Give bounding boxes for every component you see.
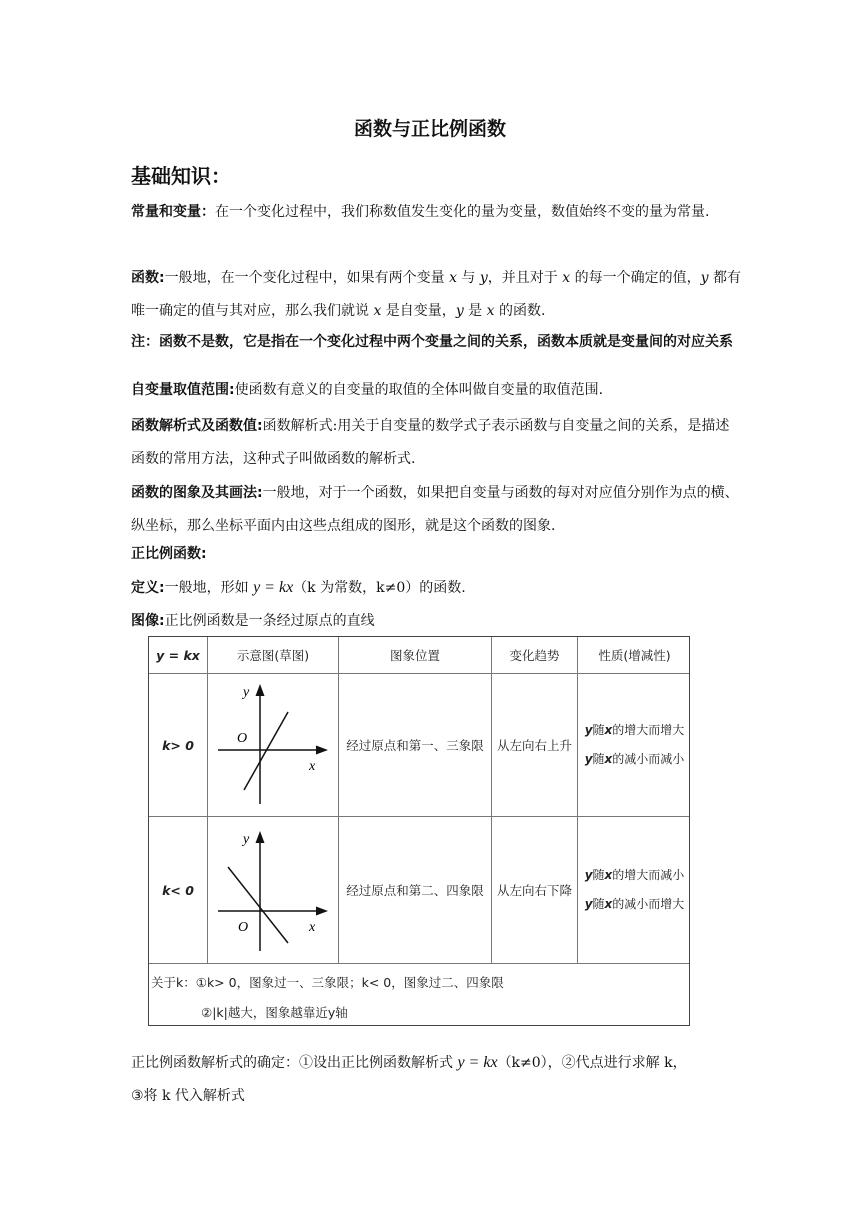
position-k-negative: 经过原点和第二、四象限 [346,883,484,898]
term-proportional: 正比例函数: [131,546,207,562]
header-property: 性质(增减性) [598,648,671,663]
paragraph-function [131,262,743,328]
y-axis-arrow [256,684,265,696]
term-definition: 定义: [131,580,165,596]
paragraph-graph [131,477,743,543]
paragraph-determination [131,1046,743,1113]
text-fragment: 随 [592,868,605,882]
text-fragment: 的减小而增大 [612,897,685,911]
header-formula: y = kx [156,647,200,663]
y-axis-arrow [256,831,265,843]
paragraph-image [131,605,743,638]
header-position: 图象位置 [389,648,440,663]
term-constants: 常量和变量： [131,204,215,220]
variable: y [700,270,709,286]
x-axis-arrow [316,907,328,916]
variable: x [486,303,495,319]
variable: x [604,897,613,911]
variable: y [584,752,593,766]
variable: y [584,868,593,882]
text-fragment: ，并且对于 [487,270,563,286]
section-heading: 基础知识： [131,164,231,188]
text-fragment: （k≠0），②代点进行求解 k， [497,1055,687,1071]
row-k-negative-label: k< 0 [162,882,194,898]
axis-label-y: y [243,832,250,847]
term-domain: 自变量取值范围: [131,382,235,398]
text-fragment: 的增大而减小 [612,868,685,882]
text-fragment: 一般地，形如 [164,580,254,596]
text-fragment: 正比例函数解析式的确定：①设出正比例函数解析式 [131,1055,458,1071]
text-fragment: 是自变量， [381,303,456,319]
graph-k-negative [208,817,338,963]
text-fragment: ③将 k 代入解析式 [131,1088,245,1104]
header-trend: 变化趋势 [509,648,560,663]
origin-label: O [238,920,249,935]
variable: x [373,303,382,319]
term-function: 函数: [131,270,165,286]
page-title: 函数与正比例函数 [353,118,506,140]
graph-k-positive [208,674,338,816]
variable: y [584,723,593,737]
term-graph: 函数的图象及其画法: [131,485,263,501]
text-fragment: 是 [463,303,487,319]
paragraph-definition [131,571,743,605]
x-axis-arrow [316,746,328,755]
paragraph-domain [131,374,743,407]
position-k-positive: 经过原点和第一、三象限 [346,738,484,753]
property-k-negative [578,817,691,963]
paragraph-text: 一般地，对于一个函数，如果把自变量与函数的每对对应值分别作为点的横、纵坐标，那么坐标平面内由这些点组成的图形，就是这个函数的图象. [131,485,739,534]
term-image: 图像: [131,613,165,629]
header-sketch: 示意图(草图) [236,648,310,663]
paragraph-text: 使函数有意义的自变量的取值的全体叫做自变量的取值范围. [234,382,604,398]
variable: y [479,270,488,286]
text-fragment: 随 [592,752,605,766]
axis-label-x: x [309,920,316,935]
variable: x [604,868,613,882]
text-fragment: 的函数. [494,303,546,319]
trend-k-negative: 从左向右下降 [496,883,572,898]
property-line [585,716,685,745]
property-line [585,890,685,919]
sketch-k-positive [208,674,338,816]
axis-label-x: x [309,759,316,774]
paragraph-expression [131,410,743,476]
property-line [585,745,685,774]
row-k-positive-label: k> 0 [162,737,194,753]
text-fragment: 一般地，在一个变化过程中，如果有两个变量 [164,270,450,286]
variable: x [604,723,613,737]
paragraph-text: 正比例函数是一条经过原点的直线 [164,613,375,629]
text-fragment: 的增大而增大 [612,723,685,737]
variable: x [449,270,457,286]
formula: y = kx [253,579,294,596]
paragraph-constants [131,196,743,229]
trend-k-positive: 从左向右上升 [496,738,572,753]
summary-table [148,636,690,1026]
row-divider [149,963,689,964]
formula: y = kx [457,1054,498,1071]
property-k-positive [578,674,691,816]
property-line [585,861,685,890]
function-line [228,867,288,943]
text-fragment: 都有唯一确定的值与其对应，那么我们就说 [131,270,741,319]
note: 注：函数不是数，它是指在一个变化过程中两个变量之间的关系，函数本质就是变量间的对应关系 [131,334,733,350]
text-fragment: 的每一个确定的值， [570,270,701,286]
table-footer-note-1: 关于k：①k> 0，图象过一、三象限；k< 0，图象过二、四象限 [151,975,504,990]
variable: y [455,303,464,319]
text-fragment: 随 [592,897,605,911]
table-footer-note-2: ②|k|越大，图象越靠近y轴 [201,1005,348,1020]
text-fragment: （k 为常数，k≠0）的函数. [293,580,466,596]
function-line [244,712,288,790]
origin-label: O [237,731,248,746]
paragraph-text: 在一个变化过程中，我们称数值发生变化的量为变量，数值始终不变的量为常量. [215,204,710,220]
paragraph-text: 函数解析式:用关于自变量的数学式子表示函数与自变量之间的关系，是描述函数的常用方法，这种式子叫做函数的解析式. [131,418,730,467]
sketch-k-negative [208,817,338,963]
variable: x [562,270,571,286]
subheading-proportional [131,538,743,571]
text-fragment: 与 [456,270,480,286]
text-fragment: 的减小而减小 [612,752,685,766]
term-expression: 函数解析式及函数值: [131,418,263,434]
text-fragment: 随 [592,723,605,737]
axis-label-y: y [243,685,250,700]
variable: x [604,752,613,766]
variable: y [584,897,593,911]
